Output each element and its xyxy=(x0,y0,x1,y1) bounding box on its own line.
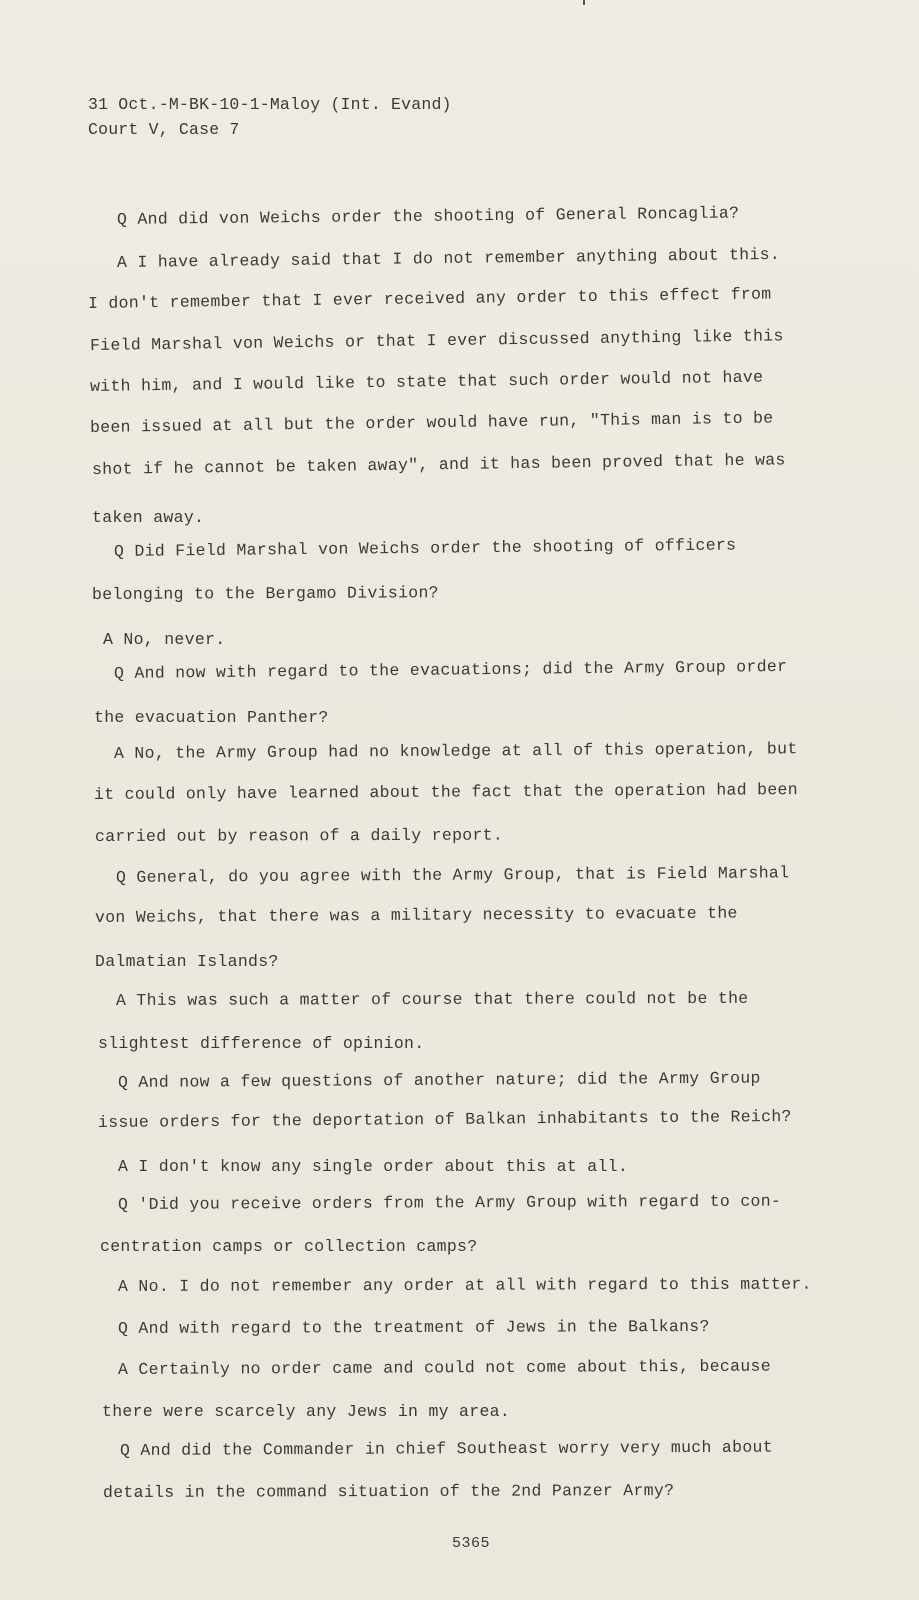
transcript-line: Q Did Field Marshal von Weichs order the shooting of officers xyxy=(113,535,737,561)
transcript-line: issue orders for the deportation of Balkan inhabitants to the Reich? xyxy=(97,1106,792,1132)
transcript-line: A This was such a matter of course that there could not be the xyxy=(115,988,749,1010)
transcript-line: Q And with regard to the treatment of Jews in the Balkans? xyxy=(117,1316,710,1338)
transcript-line: A No, the Army Group had no knowledge at all of this operation, but xyxy=(113,739,798,763)
transcript-line: Q And did von Weichs order the shooting of General Roncaglia? xyxy=(116,203,740,229)
transcript-line: A No, never. xyxy=(103,630,226,649)
transcript-line: with him, and I would like to state that such order would not have xyxy=(89,367,764,396)
transcript-line: A I don't know any single order about this at all. xyxy=(118,1157,629,1176)
transcript-line: Dalmatian Islands? xyxy=(95,952,279,971)
transcript-line: it could only have learned about the fact that the operation had been xyxy=(93,780,798,804)
transcript-line: details in the command situation of the 2nd Panzer Army? xyxy=(102,1481,675,1502)
transcript-line: carried out by reason of a daily report. xyxy=(94,825,504,846)
transcript-line: Field Marshal von Weichs or that I ever discussed anything like this xyxy=(89,326,784,355)
header-reference-line: 31 Oct.-M-BK-10-1-Maloy (Int. Evand) xyxy=(88,95,452,114)
transcript-line: taken away. xyxy=(92,508,205,527)
transcript-line: been issued at all but the order would have run, "This man is to be xyxy=(89,408,774,437)
top-edge-mark xyxy=(583,0,585,5)
transcript-line: belonging to the Bergamo Division? xyxy=(91,583,439,604)
transcript-line: Q And did the Commander in chief Southeast worry very much about xyxy=(119,1437,773,1460)
transcript-line: Q And now with regard to the evacuations; did the Army Group order xyxy=(113,656,788,683)
header-court-line: Court V, Case 7 xyxy=(88,120,240,139)
transcript-line: slightest difference of opinion. xyxy=(98,1034,425,1053)
transcript-line: the evacuation Panther? xyxy=(94,708,329,727)
transcript-line: centration camps or collection camps? xyxy=(100,1237,478,1256)
transcript-line: von Weichs, that there was a military necessity to evacuate the xyxy=(94,903,738,927)
document-header xyxy=(88,92,452,142)
transcript-line: A I have already said that I do not remember anything about this. xyxy=(116,244,781,272)
transcript-line: there were scarcely any Jews in my area. xyxy=(102,1402,511,1421)
transcript-line: A No. I do not remember any order at all with regard to this matter. xyxy=(117,1274,812,1296)
transcript-line: Q General, do you agree with the Army Group, that is Field Marshal xyxy=(115,863,790,887)
transcript-line: Q 'Did you receive orders from the Army Group with regard to con- xyxy=(117,1191,782,1214)
transcript-line: I don't remember that I ever received any order to this effect from xyxy=(87,284,772,313)
transcript-line: A Certainly no order came and could not come about this, because xyxy=(117,1356,771,1379)
page-number: 5365 xyxy=(452,1535,491,1552)
transcript-line: Q And now a few questions of another nature; did the Army Group xyxy=(117,1068,761,1092)
transcript-line: shot if he cannot be taken away", and it has been proved that he was xyxy=(91,450,786,479)
